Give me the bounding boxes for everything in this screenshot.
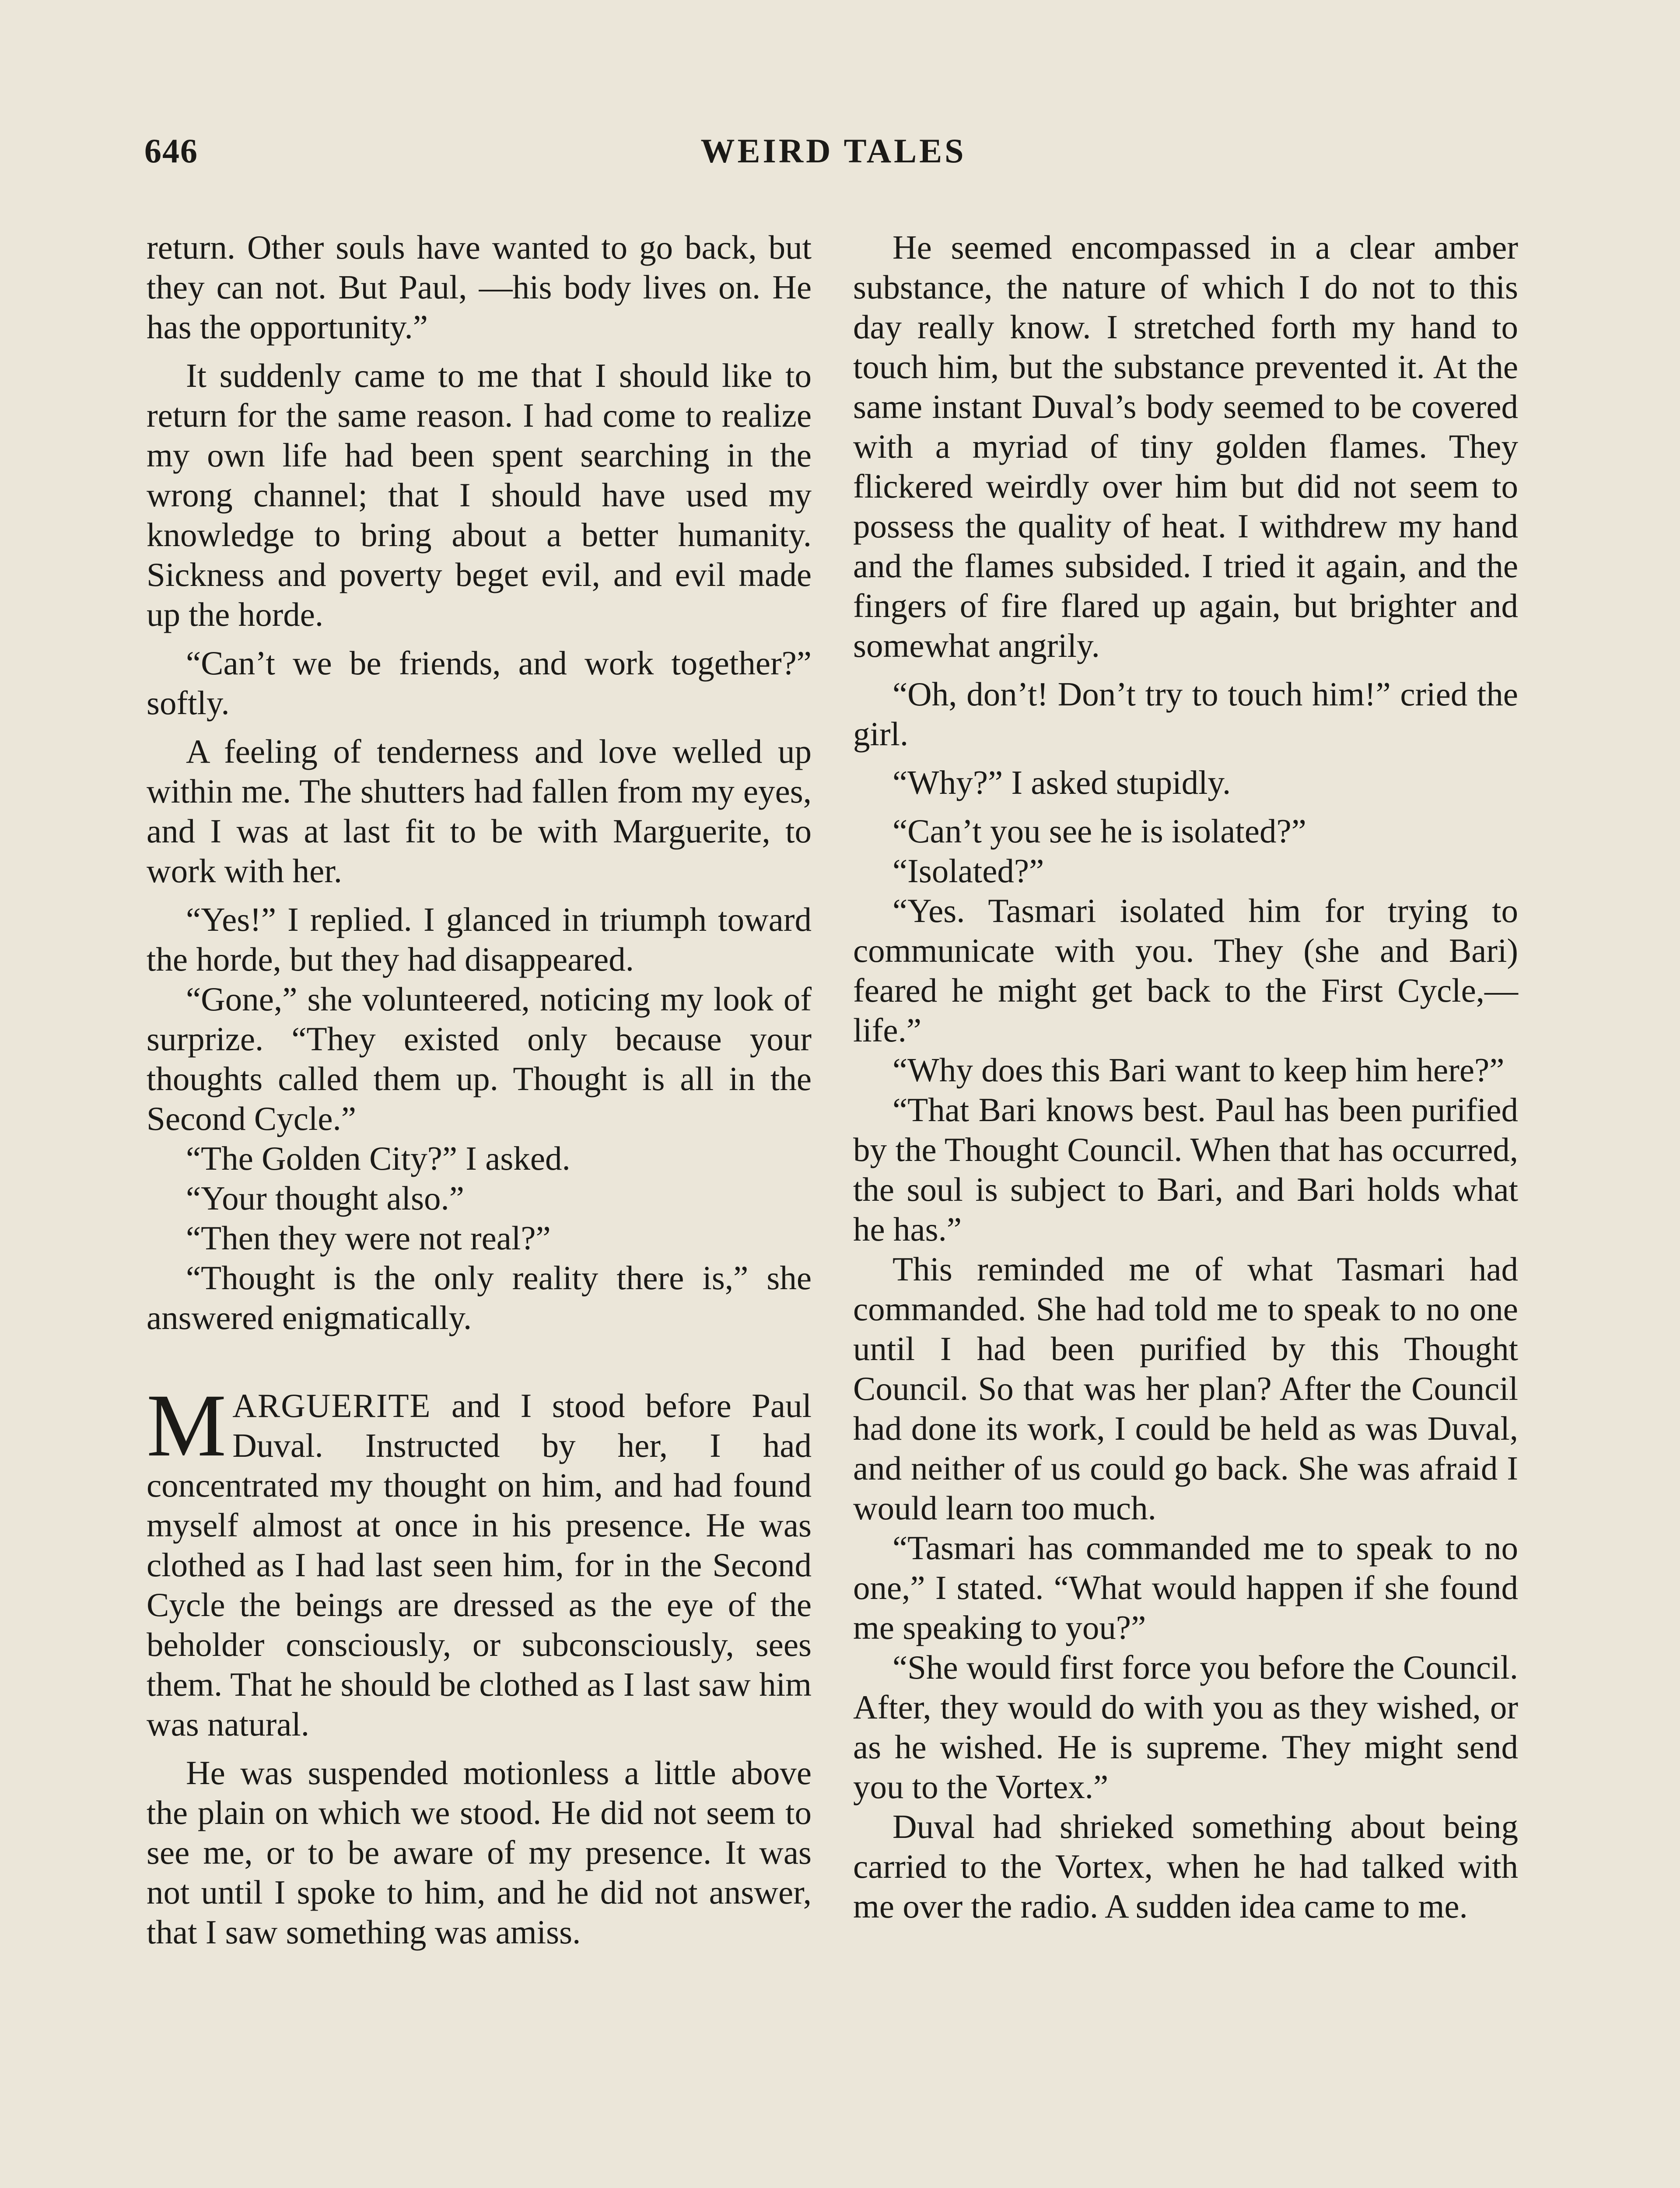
paragraph: “Thought is the only reality there is,” she answered enigmatically.	[147, 1259, 812, 1336]
paragraph: “The Golden City?” I asked.	[186, 1140, 570, 1177]
drop-cap: M	[147, 1376, 227, 1475]
paragraph: “Oh, don’t! Don’t try to touch him!” cried the girl.	[853, 675, 1518, 753]
dropcap-paragraph	[147, 1376, 812, 1744]
paragraph-text: and I stood before Paul Duval. Instructed by her, I had concentrated my thought on him, and had found myself almost at once in his presence. He was clothed as I had last seen him, for in the Second Cycle the beings are dressed as the eye of the beholder consciously, or subconsciously, sees them. That he should be clothed as I last saw him was natural.	[147, 1387, 812, 1743]
page-header	[144, 131, 1522, 188]
paragraph: “That Bari knows best. Paul has been purified by the Thought Council. When that has occurred, the soul is subject to Bari, and Bari holds what he has.”	[853, 1091, 1518, 1248]
paragraph: A feeling of tenderness and love welled up within me. The shutters had fallen from my eyes, and I was at last fit to be with Marguerite, to work with her.	[147, 733, 812, 890]
paragraph: “Isolated?”	[892, 852, 1044, 890]
running-head: WEIRD TALES	[700, 132, 966, 170]
paragraph: Duval had shrieked something about being carried to the Vortex, when he had talked with me over the radio. A sudden idea came to me.	[853, 1808, 1518, 1925]
paragraph: It suddenly came to me that I should like to return for the same reason. I had come to realize my own life had been spent searching in the wrong channel; that I should have used my knowledge to bring about a better humanity. Sickness and poverty beget evil, and evil made up the horde.	[147, 357, 812, 633]
paragraph: “Why does this Bari want to keep him here?”	[892, 1051, 1505, 1089]
paragraph: “Can’t you see he is isolated?”	[892, 812, 1306, 850]
paragraph: “Gone,” she volunteered, noticing my look of surprize. “They existed only because your thoughts called them up. Thought is all in the Second Cycle.”	[147, 980, 812, 1137]
page-number: 646	[144, 132, 198, 170]
paragraph: He was suspended motionless a little above the plain on which we stood. He did not seem to see me, or to be aware of my presence. It was not until I spoke to him, and he did not answer, that I saw something was amiss.	[147, 1754, 812, 1951]
paragraph: “Your thought also.”	[186, 1179, 464, 1217]
paragraph: “Then they were not real?”	[186, 1219, 551, 1257]
paragraph: “Yes. Tasmari isolated him for trying to communicate with you. They (she and Bari) feared he might get back to the First Cycle,—life.”	[853, 892, 1518, 1049]
section-break	[147, 1346, 812, 1386]
paragraph: “Yes!” I replied. I glanced in triumph toward the horde, but they had disappeared.	[147, 901, 812, 978]
left-column	[147, 228, 812, 1961]
paragraph: return. Other souls have wanted to go back, but they can not. But Paul, —his body lives on. He has the opportunity.”	[147, 228, 812, 346]
paragraph: “Tasmari has commanded me to speak to no one,” I stated. “What would happen if she found me speaking to you?”	[853, 1529, 1518, 1646]
paragraph: He seemed encompassed in a clear amber substance, the nature of which I do not to this day really know. I stretched forth my hand to touch him, but the substance prevented it. At the same instant Duval’s body seemed to be covered with a myriad of tiny golden flames. They flickered weirdly over him but did not seem to possess the quality of heat. I withdrew my hand and the flames subsided. I tried it again, and the fingers of fire flared up again, but brighter and somewhat angrily.	[853, 228, 1518, 664]
paragraph: “Why?” I asked stupidly.	[892, 764, 1231, 801]
paragraph: “She would first force you before the Council. After, they would do with you as they wished, or as he wished. He is supreme. They might send you to the Vortex.”	[853, 1648, 1518, 1806]
paragraph: This reminded me of what Tasmari had commanded. She had told me to speak to no one until I had been purified by this Thought Council. So that was her plan? After the Council had done its work, I could be held as was Duval, and neither of us could go back. She was afraid I would learn too much.	[853, 1250, 1518, 1527]
smallcaps-lead: ARGUERITE	[232, 1387, 431, 1424]
right-column	[853, 228, 1518, 1926]
paragraph: “Can’t we be friends, and work together?” softly.	[147, 644, 812, 722]
